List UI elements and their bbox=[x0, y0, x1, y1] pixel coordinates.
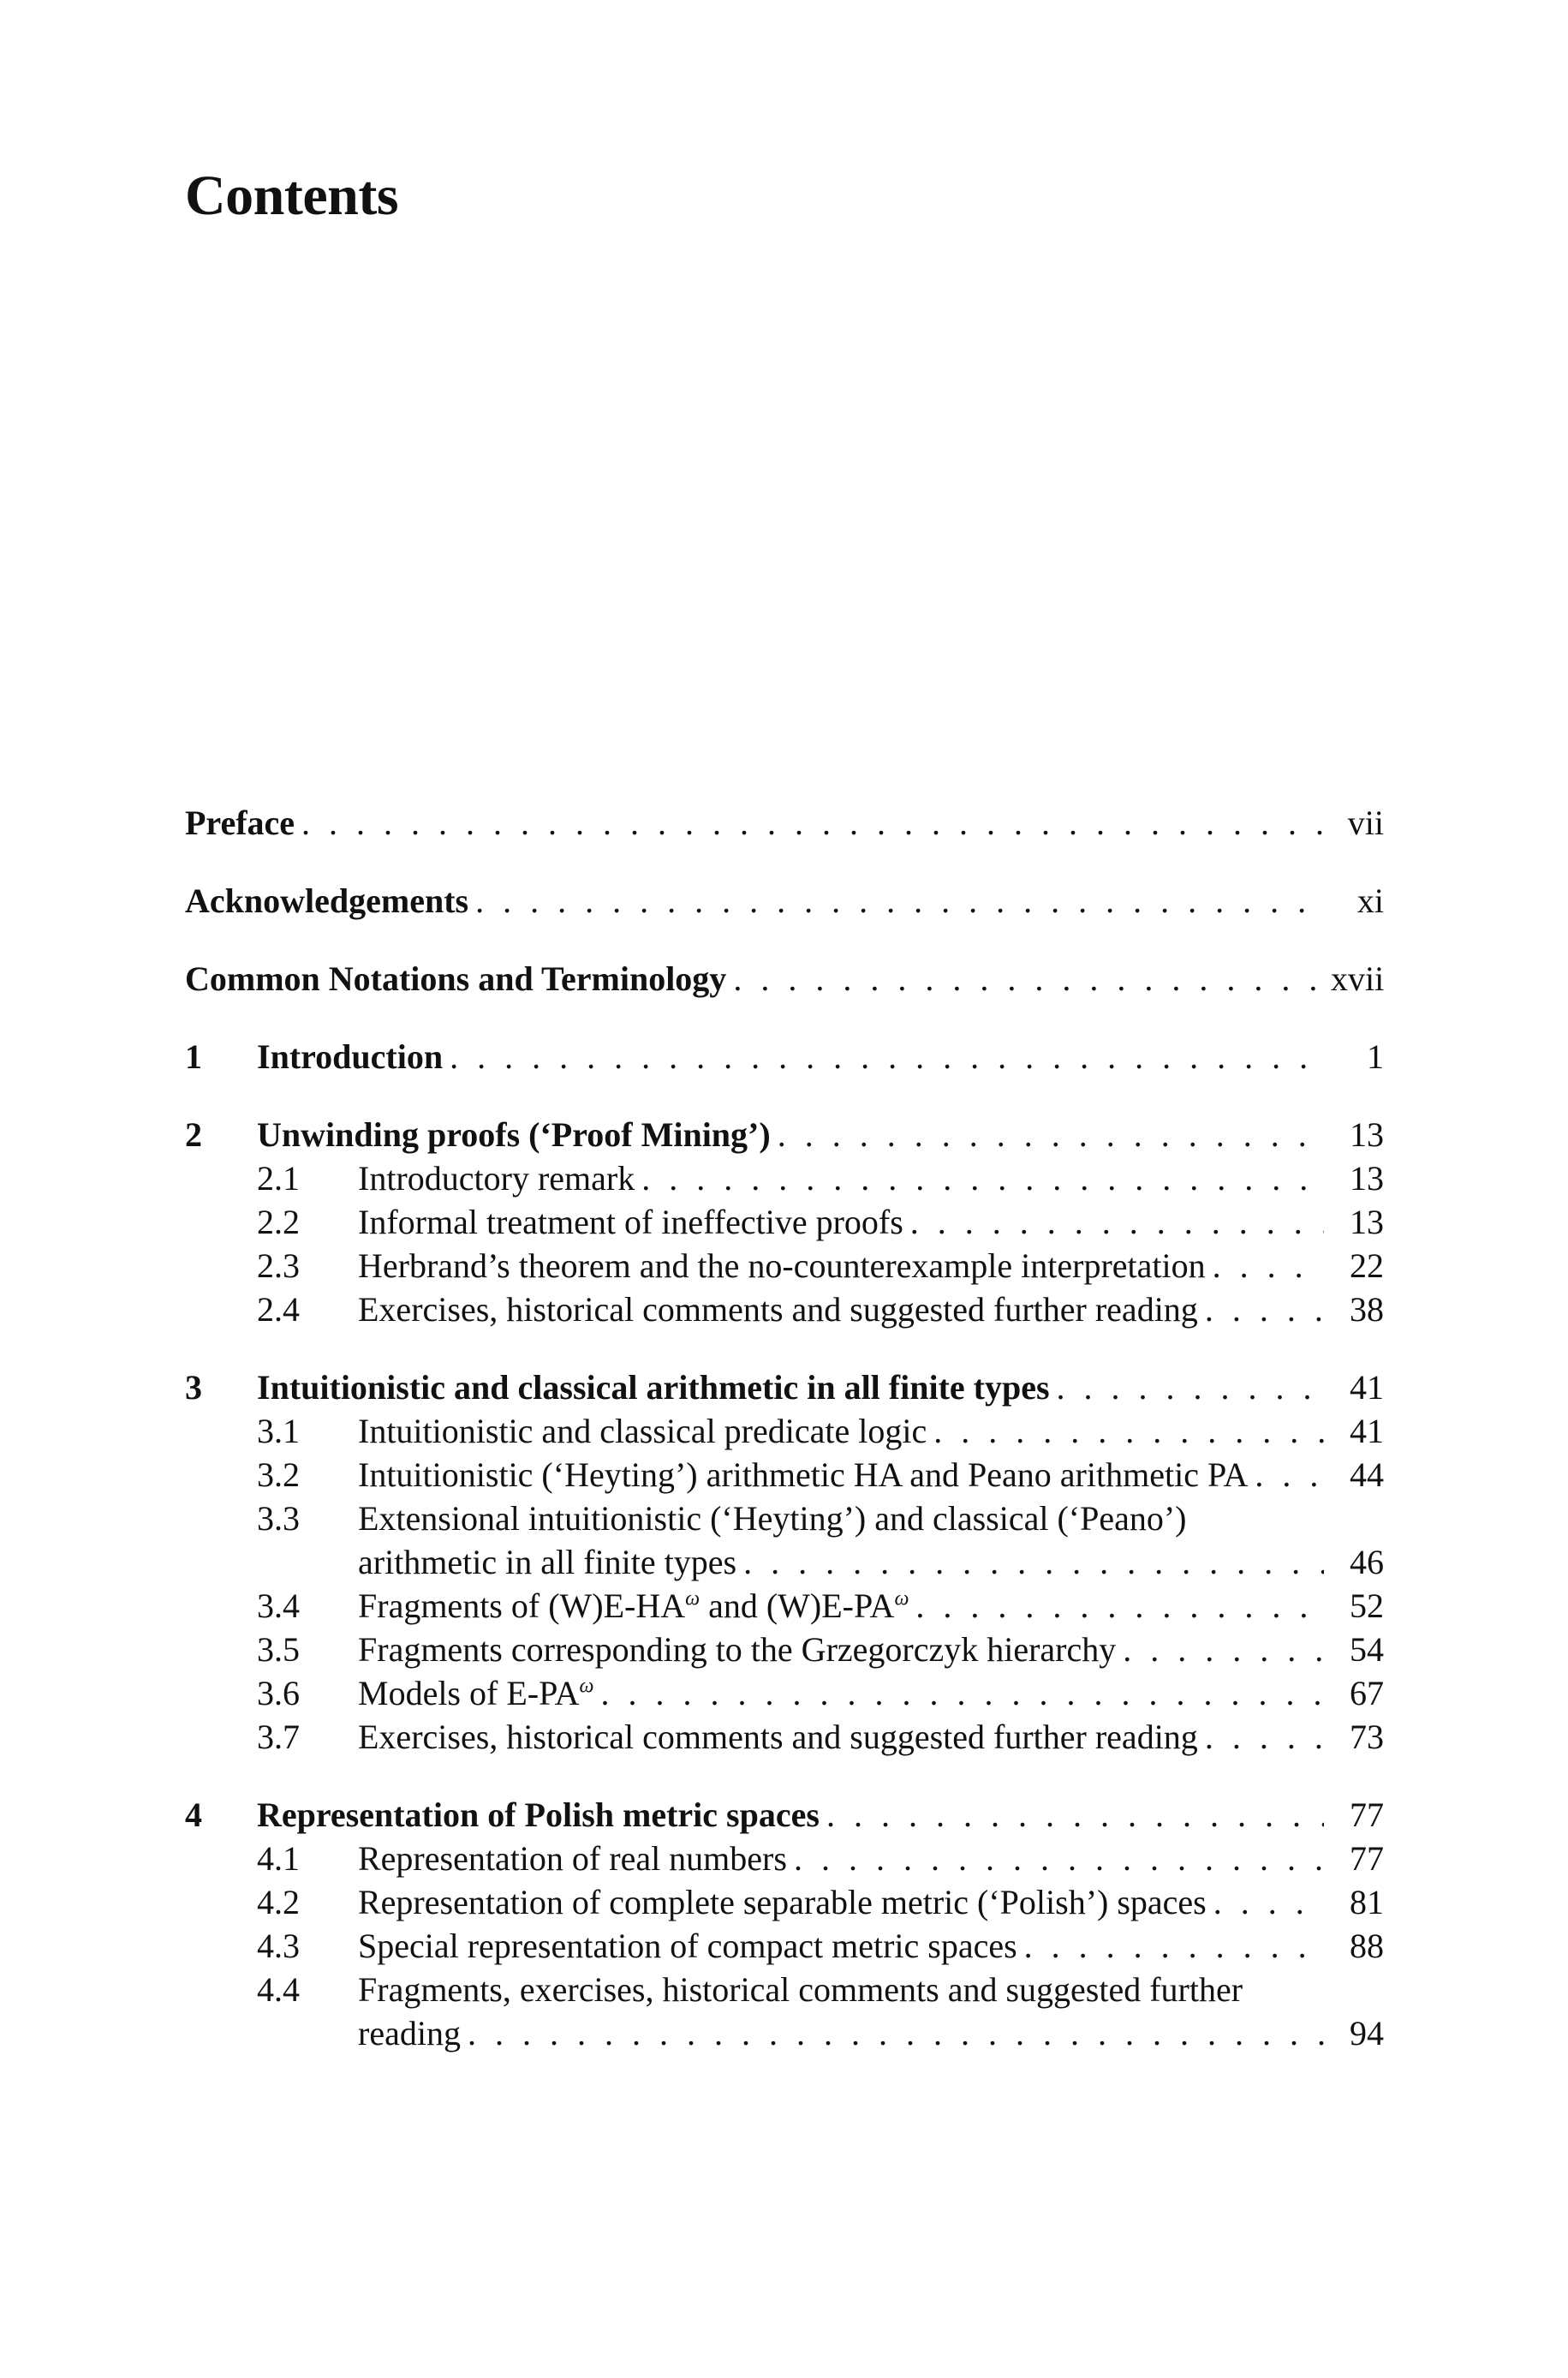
toc-page-number: vii bbox=[1347, 804, 1384, 842]
section-number: 4.1 bbox=[257, 1839, 300, 1878]
toc-page-number: 44 bbox=[1350, 1455, 1384, 1494]
toc-entry-preface[interactable] bbox=[185, 801, 1384, 845]
toc-page-number: 77 bbox=[1350, 1795, 1384, 1834]
toc-page-number: 94 bbox=[1350, 2014, 1384, 2052]
leader-dots bbox=[1123, 1628, 1324, 1671]
section-number: 4.2 bbox=[257, 1883, 300, 1921]
leader-dots bbox=[915, 1584, 1324, 1628]
section-title: Introductory remark bbox=[358, 1159, 635, 1198]
section-title: Intuitionistic (‘Heyting’) arithmetic HA and Peano arithmetic PA bbox=[358, 1455, 1249, 1494]
section-title-part: Fragments of (W)E-HA bbox=[358, 1586, 686, 1625]
leader-dots bbox=[743, 1540, 1324, 1584]
leader-dots bbox=[910, 1200, 1324, 1244]
leader-dots bbox=[468, 2011, 1324, 2055]
section-title: Representation of real numbers bbox=[358, 1839, 787, 1878]
section-number: 2.4 bbox=[257, 1290, 300, 1329]
section-number: 2.1 bbox=[257, 1159, 300, 1198]
toc-chapter-3[interactable] bbox=[185, 1365, 1384, 1409]
toc-entry-label: Common Notations and Terminology bbox=[185, 959, 727, 998]
section-number: 2.2 bbox=[257, 1203, 300, 1241]
toc-page-number: xvii bbox=[1331, 959, 1385, 998]
toc-section-4-1[interactable] bbox=[185, 1837, 1384, 1880]
leader-dots bbox=[1205, 1288, 1324, 1331]
toc-section-3-5[interactable] bbox=[185, 1628, 1384, 1671]
toc-page-number: 73 bbox=[1350, 1718, 1384, 1756]
toc-section-3-3-continued[interactable] bbox=[185, 1540, 1384, 1584]
leader-dots bbox=[301, 801, 1324, 845]
toc-chapter-2[interactable] bbox=[185, 1113, 1384, 1156]
section-title: Fragments corresponding to the Grzegorczyk hierarchy bbox=[358, 1630, 1117, 1669]
section-number: 3.6 bbox=[257, 1674, 300, 1712]
chapter-title: Intuitionistic and classical arithmetic in all finite types bbox=[257, 1368, 1050, 1407]
leader-dots bbox=[826, 1793, 1324, 1837]
toc-section-3-6[interactable] bbox=[185, 1671, 1384, 1715]
toc-section-4-3[interactable] bbox=[185, 1924, 1384, 1968]
leader-dots bbox=[794, 1837, 1324, 1880]
page-title: Contents bbox=[185, 164, 399, 227]
toc-page-number: 67 bbox=[1350, 1674, 1384, 1712]
toc-section-4-4[interactable] bbox=[185, 1968, 1384, 2011]
toc-section-3-2[interactable] bbox=[185, 1453, 1384, 1497]
chapter-number: 4 bbox=[185, 1795, 202, 1834]
section-number: 3.2 bbox=[257, 1455, 300, 1494]
chapter-number: 3 bbox=[185, 1368, 202, 1407]
chapter-number: 2 bbox=[185, 1115, 202, 1154]
toc-page-number: 41 bbox=[1350, 1412, 1384, 1450]
toc-entry-label: Acknowledgements bbox=[185, 881, 469, 920]
chapter-number: 1 bbox=[185, 1037, 202, 1076]
chapter-title: Representation of Polish metric spaces bbox=[257, 1795, 820, 1834]
leader-dots bbox=[1255, 1453, 1324, 1497]
toc-section-3-3[interactable] bbox=[185, 1497, 1384, 1540]
leader-dots bbox=[733, 957, 1324, 1001]
toc-page-number: 22 bbox=[1350, 1246, 1384, 1285]
section-title bbox=[358, 1671, 594, 1715]
toc-page-number: 1 bbox=[1367, 1037, 1384, 1076]
section-number: 4.3 bbox=[257, 1927, 300, 1965]
toc-page-number: 77 bbox=[1350, 1839, 1384, 1878]
table-of-contents bbox=[185, 801, 1384, 2055]
section-title bbox=[358, 1584, 909, 1628]
toc-page-number: 13 bbox=[1350, 1203, 1384, 1241]
toc-section-4-4-continued[interactable] bbox=[185, 2011, 1384, 2055]
toc-section-3-7[interactable] bbox=[185, 1715, 1384, 1759]
section-title: Herbrand’s theorem and the no-counterexample interpretation bbox=[358, 1246, 1206, 1285]
toc-page-number: 88 bbox=[1350, 1927, 1384, 1965]
toc-entry-acknowledgements[interactable] bbox=[185, 879, 1384, 923]
section-number: 2.3 bbox=[257, 1246, 300, 1285]
leader-dots bbox=[1213, 1880, 1324, 1924]
section-title: Exercises, historical comments and suggested further reading bbox=[358, 1718, 1198, 1756]
toc-section-2-1[interactable] bbox=[185, 1156, 1384, 1200]
section-title: Special representation of compact metric spaces bbox=[358, 1927, 1017, 1965]
section-number: 3.1 bbox=[257, 1412, 300, 1450]
toc-page-number: 38 bbox=[1350, 1290, 1384, 1329]
toc-entry-label: Preface bbox=[185, 804, 295, 842]
toc-page-number: 46 bbox=[1350, 1543, 1384, 1581]
omega-superscript: ω bbox=[579, 1675, 594, 1698]
toc-section-3-4[interactable] bbox=[185, 1584, 1384, 1628]
toc-page-number: 81 bbox=[1350, 1883, 1384, 1921]
leader-dots bbox=[1205, 1715, 1324, 1759]
leader-dots bbox=[450, 1035, 1324, 1078]
section-title: Fragments, exercises, historical comments and suggested further bbox=[358, 1970, 1243, 2009]
toc-page-number: 41 bbox=[1350, 1368, 1384, 1407]
leader-dots bbox=[933, 1409, 1324, 1453]
toc-page-number: 54 bbox=[1350, 1630, 1384, 1669]
section-title: Extensional intuitionistic (‘Heyting’) and classical (‘Peano’) bbox=[358, 1499, 1187, 1538]
section-title: Exercises, historical comments and suggested further reading bbox=[358, 1290, 1198, 1329]
section-title-continued: arithmetic in all finite types bbox=[358, 1543, 737, 1581]
toc-chapter-4[interactable] bbox=[185, 1793, 1384, 1837]
section-title-part: Models of E-PA bbox=[358, 1674, 580, 1712]
leader-dots bbox=[1213, 1244, 1324, 1288]
toc-page-number: 13 bbox=[1350, 1115, 1384, 1154]
toc-entry-common-notations[interactable] bbox=[185, 957, 1384, 1001]
leader-dots bbox=[601, 1671, 1325, 1715]
chapter-title: Unwinding proofs (‘Proof Mining’) bbox=[257, 1115, 771, 1154]
toc-section-2-2[interactable] bbox=[185, 1200, 1384, 1244]
toc-page-number: xi bbox=[1356, 881, 1384, 920]
section-title: Representation of complete separable metric (‘Polish’) spaces bbox=[358, 1883, 1207, 1921]
leader-dots bbox=[1024, 1924, 1324, 1968]
toc-section-3-1[interactable] bbox=[185, 1409, 1384, 1453]
section-number: 3.7 bbox=[257, 1718, 300, 1756]
leader-dots bbox=[778, 1113, 1324, 1156]
section-number: 4.4 bbox=[257, 1970, 300, 2009]
section-title: Informal treatment of ineffective proofs bbox=[358, 1203, 903, 1241]
leader-dots bbox=[641, 1156, 1324, 1200]
omega-superscript: ω bbox=[894, 1587, 909, 1610]
toc-chapter-1[interactable] bbox=[185, 1035, 1384, 1078]
chapter-title: Introduction bbox=[257, 1037, 444, 1076]
section-number: 3.5 bbox=[257, 1630, 300, 1669]
omega-superscript: ω bbox=[685, 1587, 701, 1610]
section-title: Intuitionistic and classical predicate logic bbox=[358, 1412, 927, 1450]
toc-page-number: 13 bbox=[1350, 1159, 1384, 1198]
toc-page-number: 52 bbox=[1350, 1586, 1384, 1625]
section-title-part: and (W)E-PA bbox=[708, 1586, 895, 1625]
section-number: 3.4 bbox=[257, 1586, 300, 1625]
toc-section-4-2[interactable] bbox=[185, 1880, 1384, 1924]
section-title-continued: reading bbox=[358, 2014, 461, 2052]
leader-dots bbox=[475, 879, 1324, 923]
section-number: 3.3 bbox=[257, 1499, 300, 1538]
toc-section-2-3[interactable] bbox=[185, 1244, 1384, 1288]
toc-section-2-4[interactable] bbox=[185, 1288, 1384, 1331]
leader-dots bbox=[1057, 1365, 1324, 1409]
